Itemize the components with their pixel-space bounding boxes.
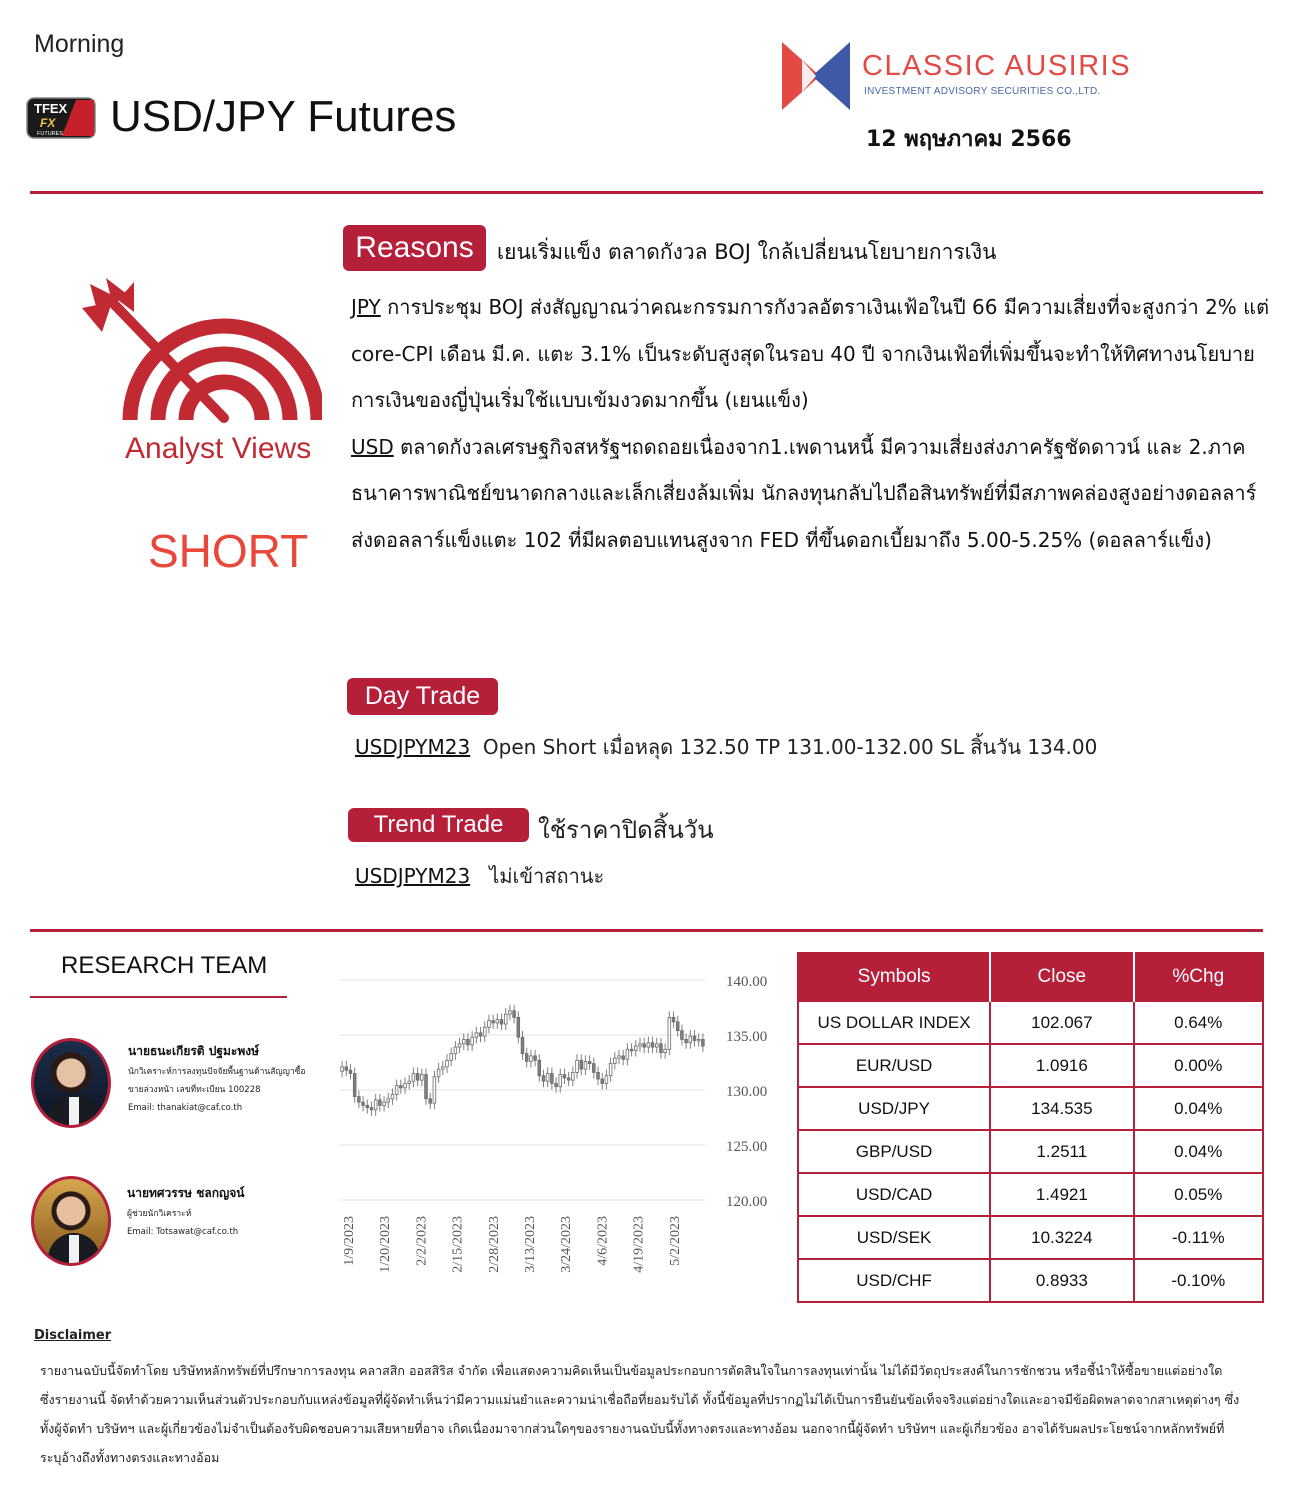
chg-cell: -0.10%: [1134, 1259, 1263, 1302]
quotes-header-row: [798, 953, 1263, 1001]
x-tick-label: 2/15/2023: [450, 1216, 466, 1273]
page-title: USD/JPY Futures: [110, 92, 457, 141]
candle-body: [362, 1102, 365, 1105]
tfex-fx-futures-logo: [26, 96, 96, 140]
candle-body: [437, 1069, 440, 1077]
candle-body: [622, 1056, 625, 1059]
analyst-view: SHORT: [148, 525, 309, 577]
candle-body: [488, 1021, 491, 1028]
candle-body: [580, 1060, 583, 1069]
candle-body: [366, 1105, 369, 1107]
close-cell: 0.8933: [990, 1259, 1133, 1302]
brand-subtitle: INVESTMENT ADVISORY SECURITIES CO.,LTD.: [864, 86, 1101, 97]
day-trade-text: Open Short เมื่อหลุด 132.50 TP 131.00-132.00 SL สิ้นวัน 134.00: [482, 735, 1098, 759]
chg-cell: 0.64%: [1134, 1001, 1263, 1044]
member-details: [127, 1205, 238, 1241]
close-cell: 1.4921: [990, 1173, 1133, 1216]
candle-body: [601, 1079, 604, 1083]
jpy-tag: JPY: [351, 295, 381, 319]
candle-body: [395, 1086, 398, 1095]
col-header-symbols: Symbols: [798, 953, 990, 1001]
chg-cell: 0.05%: [1134, 1173, 1263, 1216]
candle-body: [412, 1074, 415, 1082]
table-row: [798, 1001, 1263, 1044]
brand-name: CLASSIC AUSIRIS: [862, 50, 1132, 82]
candle-body: [429, 1099, 432, 1103]
candle-body: [639, 1044, 642, 1046]
x-tick-label: 2/28/2023: [486, 1216, 502, 1273]
candle-body: [504, 1014, 507, 1024]
chg-cell: -0.11%: [1134, 1216, 1263, 1259]
candle-body: [555, 1083, 558, 1086]
candle-body: [551, 1074, 554, 1084]
candle-body: [676, 1022, 679, 1031]
candle-body: [664, 1049, 667, 1052]
candle-body: [517, 1017, 520, 1037]
day-trade-symbol: USDJPYM23: [355, 735, 471, 759]
candle-body: [626, 1049, 629, 1059]
candle-body: [509, 1011, 512, 1014]
x-tick-label: 1/9/2023: [342, 1216, 357, 1266]
candle-body: [693, 1036, 696, 1040]
candle-body: [525, 1054, 528, 1062]
candle-body: [668, 1017, 671, 1049]
report-date: 12 พฤษภาคม 2566: [866, 127, 1072, 152]
table-row: [798, 1259, 1263, 1302]
y-tick-label: 140.00: [726, 974, 768, 990]
candle-body: [492, 1021, 495, 1023]
usd-tag: USD: [351, 434, 394, 459]
chg-cell: 0.04%: [1134, 1130, 1263, 1173]
day-trade-line: [355, 731, 1097, 763]
candle-body: [475, 1033, 478, 1037]
candle-body: [613, 1058, 616, 1064]
x-tick-label: 4/6/2023: [595, 1216, 611, 1266]
x-tick-label: 4/19/2023: [631, 1216, 647, 1273]
candle-body: [479, 1033, 482, 1036]
table-row: [798, 1173, 1263, 1216]
candle-body: [425, 1075, 428, 1099]
section-divider: [30, 929, 1263, 932]
candle-body: [408, 1081, 411, 1083]
header-divider: [30, 191, 1263, 194]
candle-body: [391, 1094, 394, 1098]
trend-trade-note: ใช้ราคาปิดสิ้นวัน: [538, 816, 714, 844]
target-arrow-icon: [72, 270, 322, 430]
candle-body: [383, 1102, 386, 1105]
jpy-reason: [351, 284, 1281, 424]
futures-logo-text: FUTURES: [37, 131, 63, 137]
candle-body: [572, 1072, 575, 1080]
candle-body: [500, 1020, 503, 1024]
candle-body: [467, 1039, 470, 1045]
candle-body: [538, 1060, 541, 1075]
tfex-logo-text: TFEX: [34, 101, 68, 116]
col-header-chg: %Chg: [1134, 953, 1263, 1001]
symbol-cell: GBP/USD: [798, 1130, 990, 1173]
research-team-underline: [30, 996, 287, 998]
usd-reason-text: ตลาดกังวลเศรษฐกิจสหรัฐฯถดถอยเนื่องจาก1.เพดานหนี้ มีความเสี่ยงส่งภาครัฐชัดดาวน์ และ 2.ภาคธนาคารพาณิชย์ขนาดกลางและเล็กเสี่ยงล้มเพิ่ม นักลงทุนกลับไปถือสินทรัพย์ที่มีสภาพคล่องสูงอย่างดอลลาร์ ส่งดอลลาร์แข็งแตะ 102 ที่มีผลตอบแทนสูงจาก FED ที่ขึ้นดอกเบี้ยมาถึง 5.00-5.25% (ดอลลาร์แข็ง): [351, 434, 1257, 552]
candle-body: [567, 1078, 570, 1080]
close-cell: 10.3224: [990, 1216, 1133, 1259]
candle-body: [655, 1044, 658, 1047]
x-tick-label: 1/20/2023: [378, 1216, 394, 1273]
close-cell: 1.0916: [990, 1044, 1133, 1087]
x-tick-label: 2/2/2023: [414, 1216, 430, 1266]
member-name: นายทศวรรษ ชลกญจน์: [127, 1186, 245, 1200]
symbol-cell: EUR/USD: [798, 1044, 990, 1087]
candle-body: [387, 1099, 390, 1102]
y-tick-label: 130.00: [726, 1084, 768, 1100]
trend-trade-badge: Trend Trade: [348, 808, 529, 842]
close-cell: 102.067: [990, 1001, 1133, 1044]
analyst-views-label: Analyst Views: [125, 432, 312, 465]
candle-body: [618, 1056, 621, 1058]
candle-body: [563, 1075, 566, 1078]
x-tick-label: 3/13/2023: [523, 1216, 538, 1273]
candle-body: [513, 1011, 516, 1018]
candle-body: [345, 1067, 348, 1070]
reasons-headline: เยนเริ่มแข็ง ตลาดกังวล BOJ ใกล้เปลี่ยนนโยบายการเงิน: [497, 240, 997, 264]
trend-trade-symbol: USDJPYM23: [355, 864, 471, 888]
candle-body: [458, 1044, 461, 1047]
table-row: [798, 1130, 1263, 1173]
candle-body: [349, 1070, 352, 1073]
table-row: [798, 1216, 1263, 1259]
table-row: [798, 1087, 1263, 1130]
candle-body: [374, 1100, 377, 1110]
usd-reason: [351, 424, 1281, 564]
candle-body: [697, 1039, 700, 1041]
classic-ausiris-logo: [780, 40, 852, 112]
candle-body: [546, 1074, 549, 1082]
usdjpy-candlestick-chart: [330, 962, 785, 1307]
candle-body: [370, 1108, 373, 1110]
member-role: ผู้ช่วยนักวิเคราะห์: [127, 1209, 192, 1219]
candle-body: [521, 1037, 524, 1054]
candle-body: [542, 1076, 545, 1082]
table-row: [798, 1044, 1263, 1087]
candle-body: [416, 1074, 419, 1081]
candle-body: [404, 1083, 407, 1087]
reasons-badge: Reasons: [343, 225, 486, 271]
jpy-reason-text: การประชุม BOJ ส่งสัญญาณว่าคณะกรรมการกังวลอัตราเงินเฟ้อในปี 66 มีความเสี่ยงที่จะสูงกว่า 2% แต่ core-CPI เดือน มี.ค. แตะ 3.1% เป็นระดับสูงสุดในรอบ 40 ปี จากเงินเฟ้อที่เพิ่มขึ้นจะทำให้ทิศทางนโยบายการเงินของญี่ปุ่นเริ่มใช้แบบเข้มงวดมากขึ้น (เยนแข็ง): [351, 295, 1270, 412]
reasons-body: [351, 284, 1281, 563]
candle-body: [483, 1027, 486, 1036]
candle-body: [462, 1039, 465, 1043]
candle-body: [530, 1056, 533, 1062]
member-name: นายธนะเกียรติ ปฐมะพงษ์: [128, 1044, 260, 1058]
candle-body: [454, 1047, 457, 1054]
session-label: Morning: [34, 30, 125, 58]
fx-logo-text: FX: [40, 116, 56, 130]
member-details: [128, 1063, 306, 1117]
candle-body: [651, 1043, 654, 1047]
disclaimer-text: รายงานฉบับนี้จัดทำโดย บริษัทหลักทรัพย์ที่ปรึกษาการลงทุน คลาสสิก ออสสิริส จำกัด เพื่อแสดงความคิดเห็นเป็นข้อมูลประกอบการตัดสินใจในการลงทุนเท่านั้น ไม่ได้มีวัตถุประสงค์ในการชักชวน หรือชี้นำให้ซื้อขายแต่อย่างใด ซึ่งรายงานนี้ จัดทำด้วยความเห็นส่วนตัวประกอบกับแหล่งข้อมูลที่ผู้จัดทำเห็นว่ามีความแม่นยำและความน่าเชื่อถือที่ยอมรับได้ ทั้งนี้ข้อมูลที่ปรากฏไม่ได้เป็นการยืนยันข้อเท็จจริงแต่อย่างใดและอาจมีข้อผิดพลาดจากสาเหตุต่างๆ ซึ่งทั้งผู้จัดทำ บริษัทฯ และผู้เกี่ยวข้องไม่จำเป็นต้องรับผิดชอบความเสียหายที่อาจ เกิดเนื่องมาจากส่วนใดๆของรายงานฉบับนี้ทั้งทางตรงและทางอ้อม นอกจากนี้ผู้จัดทำ บริษัทฯ และผู้เกี่ยวข้อง อาจได้รับผลประโยชน์จากหลักทรัพย์ที่ระบุอ้างถึงทั้งทางตรงและทางอ้อม: [40, 1363, 1240, 1465]
close-cell: 1.2511: [990, 1130, 1133, 1173]
day-trade-badge: Day Trade: [347, 678, 498, 715]
candle-body: [534, 1056, 537, 1060]
member-license: ขายล่วงหน้า เลขที่ทะเบียน 100228: [128, 1085, 261, 1095]
candle-body: [433, 1077, 436, 1103]
candle-body: [341, 1067, 344, 1071]
candle-body: [358, 1097, 361, 1103]
candle-body: [441, 1067, 444, 1069]
candle-body: [496, 1020, 499, 1023]
candle-body: [559, 1075, 562, 1087]
candle-body: [672, 1017, 675, 1021]
y-tick-label: 135.00: [726, 1029, 768, 1045]
candle-body: [450, 1054, 453, 1061]
trend-trade-text: ไม่เข้าสถานะ: [489, 864, 605, 888]
candle-body: [420, 1075, 423, 1081]
candle-body: [630, 1049, 633, 1051]
candle-body: [681, 1031, 684, 1040]
chg-cell: 0.00%: [1134, 1044, 1263, 1087]
candle-body: [660, 1044, 663, 1053]
candle-body: [647, 1043, 650, 1047]
quotes-table: [797, 952, 1264, 1303]
symbol-cell: USD/CHF: [798, 1259, 990, 1302]
candle-body: [399, 1086, 402, 1088]
member-email: Email: Totsawat@caf.co.th: [127, 1227, 239, 1237]
x-tick-label: 5/2/2023: [667, 1216, 683, 1266]
chg-cell: 0.04%: [1134, 1087, 1263, 1130]
candle-body: [605, 1076, 608, 1084]
symbol-cell: USD/JPY: [798, 1087, 990, 1130]
candle-body: [471, 1037, 474, 1045]
candle-body: [588, 1061, 591, 1063]
y-tick-label: 125.00: [726, 1139, 768, 1155]
candle-body: [643, 1044, 646, 1047]
candle-body: [597, 1072, 600, 1079]
disclaimer-title: Disclaimer: [34, 1328, 112, 1343]
col-header-close: Close: [990, 953, 1133, 1001]
candle-body: [689, 1036, 692, 1043]
avatar: [31, 1038, 111, 1128]
candle-body: [379, 1100, 382, 1106]
candle-body: [702, 1039, 705, 1046]
candle-body: [576, 1060, 579, 1072]
candle-body: [584, 1061, 587, 1069]
trend-trade-line: [355, 860, 604, 892]
symbol-cell: USD/CAD: [798, 1173, 990, 1216]
candle-body: [609, 1064, 612, 1076]
symbol-cell: US DOLLAR INDEX: [798, 1001, 990, 1044]
avatar: [31, 1176, 111, 1266]
candle-body: [685, 1039, 688, 1042]
x-tick-label: 3/24/2023: [559, 1216, 575, 1273]
research-team-title: RESEARCH TEAM: [61, 952, 268, 979]
symbol-cell: USD/SEK: [798, 1216, 990, 1259]
candle-body: [592, 1064, 595, 1073]
member-email: Email: thanakiat@caf.co.th: [128, 1103, 243, 1113]
candle-body: [353, 1074, 356, 1097]
candle-body: [446, 1060, 449, 1067]
close-cell: 134.535: [990, 1087, 1133, 1130]
y-tick-label: 120.00: [726, 1194, 768, 1210]
candle-body: [634, 1046, 637, 1050]
member-role: นักวิเคราะห์การลงทุนปัจจัยพื้นฐานด้านสัญญาซื้อ: [128, 1067, 306, 1077]
